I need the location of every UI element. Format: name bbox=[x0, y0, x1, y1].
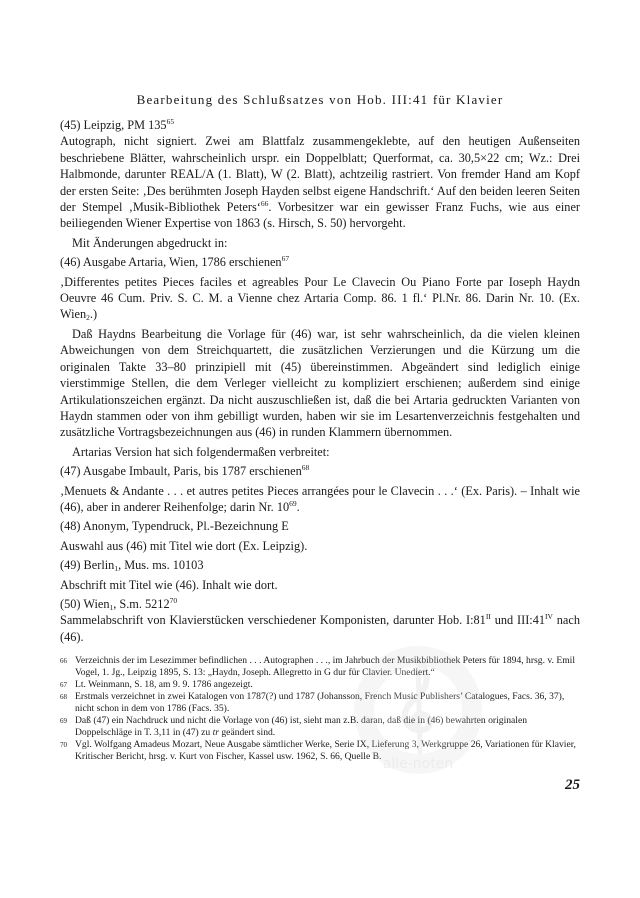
section-heading: Bearbeitung des Schlußsatzes von Hob. III:41 für Klavier bbox=[136, 92, 504, 107]
entry-46-discussion: Daß Haydns Bearbeitung die Vorlage für (46) war, ist sehr wahrscheinlich, da die vielen kleinen Abweichungen von dem Streichquartett, die zusätzlichen Verzierungen und die Kürzung um die originalen Takte 33–80 prinzipiell mit (45) übereinstimmen. Abgeändert sind lediglich einige vierstimmige Stellen, die dem Verleger vielleicht zu kompliziert erschienen; außerdem sind einige Artikulationszeichen ergänzt. Da nicht auszuschließen ist, daß die bei Artaria gedruckten Varianten von Haydn stammen oder von ihm gebilligt wurden, haben wir sie im Lesartenverzeichnis festgehalten und zusätzliche Vortragsbezeichnungen aus (46) in runden Klammern übernommen. bbox=[60, 326, 580, 440]
entry-47-label: (47) Ausgabe Imbault, Paris, bis 1787 erschienen$^{68}$ bbox=[60, 463, 310, 479]
entry-50-label: (50) Wien$_1$, S.m. 5212$^{70}$ bbox=[60, 595, 178, 612]
entry-48-body: Auswahl aus (46) mit Titel wie dort (Ex. Leipzig). bbox=[60, 538, 308, 553]
footnotes bbox=[60, 655, 580, 763]
entry-45-label: (45) Leipzig, PM $135^{65}$ bbox=[60, 117, 175, 132]
page-number: 25 bbox=[565, 777, 580, 793]
footnote-70: 70 Vgl. Wolfgang Amadeus Mozart, Neue Ausgabe sämtlicher Werke, Serie IX, Lieferung 3, Werkgruppe 26, Variationen für Klavier, Kritischer Bericht, hrsg. v. Kurt von Fischer, Kassel usw. 1962, S. 66, Quelle B. bbox=[60, 739, 576, 763]
entry-45-body: Autograph, nicht signiert. Zwei am Blattfalz zusammengeklebte, auf den heutigen Außenseiten beschriebene Blätter, wahrscheinlich urspr. ein Doppelblatt; Querformat, ca. 30,5×22 cm; Wz.: Drei Halbmonde, darunter REAL/A (1. Blatt), W (2. Blatt), achtzeilig rastriert. Von fremder Hand am Kopf der ersten Seite: ‚Des berühmten Joseph Hayden selbst eigene Handschrift.‘ Auf den beiden leeren Seiten der Stempel ‚Musik-Bibliothek Peters‘$^{66}$. Vorbesitzer war ein gewisser Franz Fuchs, wie aus einer beiliegenden Wiener Expertise von 1863 (s. Hirsch, S. 50) hervorgeht. bbox=[60, 134, 580, 231]
watermark-text: alle-noten bbox=[382, 756, 454, 772]
entry-50-body: Sammelabschrift von Klavierstücken verschiedener Komponisten, darunter Hob. $I:81^{II}$ und $III:41^{IV}$ nach (46). bbox=[60, 612, 580, 644]
entry-48-label: (48) Anonym, Typendruck, Pl.-Bezeichnung E bbox=[60, 519, 289, 534]
footnote-69: 69 Daß (47) ein Nachdruck und nicht die Vorlage von (46) ist, sieht man z.B. daran, daß die in (46) bewahrten originalen Doppelschläge in T. 3,11 in (47) zu tr geändert sind. bbox=[60, 715, 528, 739]
footnote-68: 68 Erstmals verzeichnet in zwei Katalogen von 1787(?) und 1787 (Johansson, French Music Publishers’ Catalogues, Facs. 36, 37), nicht schon in dem von 1786 (Facs. 35). bbox=[60, 691, 565, 715]
entry-46-label: (46) Ausgabe Artaria, Wien, 1786 erschienen$^{67}$ bbox=[60, 254, 290, 270]
changes-intro: Mit Änderungen abgedruckt in: bbox=[72, 235, 228, 250]
entry-49-body: Abschrift mit Titel wie (46). Inhalt wie dort. bbox=[60, 577, 278, 592]
entry-46-title: ‚Differentes petites Pieces faciles et agreables Pour Le Clavecin Ou Piano Forte par Ioseph Haydn Oeuvre 46 Cum. Priv. S. C. M. a Vienne chez Artaria Comp. 86. 1 fl.‘ Pl.Nr. 86. Darin Nr. 10. (Ex. Wien$_2$.) bbox=[60, 274, 580, 323]
entry-49-label: (49) Berlin$_1$, Mus. ms. 10103 bbox=[60, 558, 204, 574]
footnote-67: 67 Lt. Weinmann, S. 18, am 9. 9. 1786 angezeigt. bbox=[60, 679, 253, 691]
entry-47-body: ‚Menuets & Andante . . . et autres petites Pieces arrangées pour le Clavecin . . .‘ (Ex. Paris). – Inhalt wie (46), aber in anderer Reihenfolge; darin Nr. $10^{69}$. bbox=[60, 483, 580, 514]
page-content bbox=[60, 92, 580, 763]
footnote-66: 66 Verzeichnis der im Lesezimmer befindlichen . . . Autographen . . ., im Jahrbuch der Musikbibliothek Peters für 1894, hrsg. v. Emil Vogel, 1. Jg., Leipzig 1895, S. 13: „Haydn, Joseph. Allegretto in G dur für Clavier. Unediert.“ bbox=[60, 655, 576, 679]
spread-intro: Artarias Version hat sich folgendermaßen verbreitet: bbox=[72, 444, 330, 459]
